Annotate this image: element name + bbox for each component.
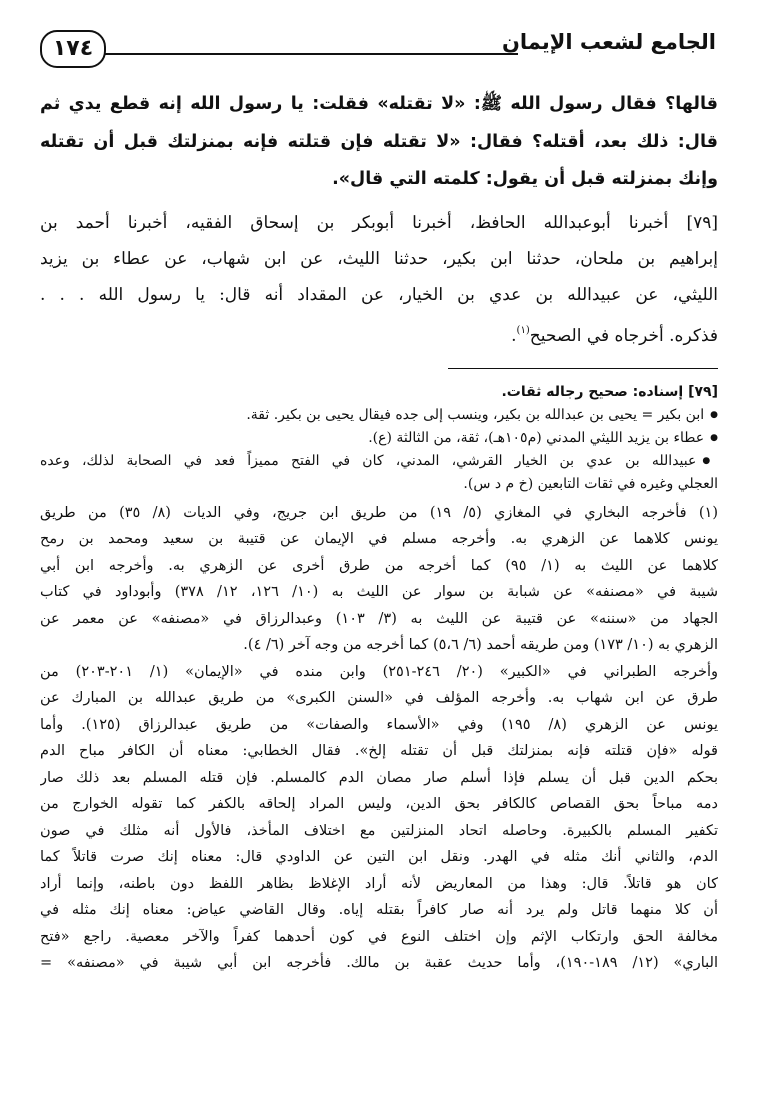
footnote-line: يونس عن الزهري (٨/ ١٩٥) وفي «الأسماء والصفات» من طريق عبدالرزاق (١٢٥). وأما [40,716,718,733]
narration-line: [٧٩] أخبرنا أبوعبدالله الحافظ، أخبرنا أبوبكر بن إسحاق الفقيه، أخبرنا أحمد بن [40,212,718,233]
page-header [40,22,718,82]
footnote-line: أن كلا منهما قاتل ولم يرد أنه صار كافراً بقتله إياه. وقال القاضي عياض: معناه إنك مثله في [40,902,718,918]
footnote-line: الزهري به (١٠/ ١٧٣) ومن طريقه أحمد (٦/ ٥،٦) كما أخرجه من وجه آخر (٦/ ٤). [243,637,718,653]
footnote-1 [40,500,718,977]
header-rule [104,53,518,55]
footnote-line: وأخرجه الطبراني في «الكبير» (٢٠/ ٢٤٦-٢٥١) وابن منده في «الإيمان» (١/ ٢٠١-٢٠٣) من [40,663,718,680]
hadith-line: وإنك بمنزلته قبل أن يقول: كلمته التي قال». [332,169,718,189]
narration-end: . [511,325,517,346]
footnote-line: كلاهما عن الليث به (١/ ٩٥) كما أخرجه من طرق أخرى عن الزهري به. وأخرجه ابن أبي [40,557,718,574]
footnote-line: تكفير المسلم بالكبيرة. وحاصله اتحاد المنزلتين مع اختلاف المأخذ، فالأول أنه مثلك في صون [40,822,718,839]
isnad-heading: [٧٩] إسناده: صحيح رجاله ثقات. [501,383,718,400]
hadith-line: قالها؟ فقال رسول الله ﷺ: «لا تقتله» فقلت: يا رسول الله إنه قطع يدي ثم [40,94,718,114]
narration-line: إبراهيم بن ملحان، حدثنا ابن بكير، حدثنا الليث، عن ابن شهاب، عن عطاء بن يزيد [40,248,718,269]
isnad-bullet-continued: العجلي وغيره في ثقات التابعين (خ م د س). [463,475,718,492]
footnote-line: طرق عن ابن شهاب به. وأخرجه المؤلف في «السنن الكبرى» من طريق عبدالله بن المبارك عن [40,690,718,706]
footnote-line: يونس كلاهما عن الزهري به. وأخرجه مسلم في الإيمان عن قتيبة بن سعيد ومحمد بن رمح [40,531,718,547]
page [40,22,718,977]
narration-line [40,313,718,354]
hadith-text [40,86,718,199]
footnote-line: (١) فأخرجه البخاري في المغازي (٥/ ١٩) من طريق ابن جريج، وفي الديات (٨/ ٣٥) من طريق [40,504,718,521]
footnote-line: دمه مباحاً بحق القصاص كالكافر بحق الدين، وليس المراد إلحاقه بالكفر كما تقوله الخوارج من [40,796,718,812]
isnad-bullet: ● عبيدالله بن عدي بن الخيار القرشي، المدني، كان في الفتح مميزاً فعد في الصحابة لذلك، وعده [40,450,718,473]
book-title: الجامع لشعب الإيمان [501,30,716,54]
footnote-line: مخالفة الحق وارتكاب الإثم وإن اختلف النوع في كون أحدهما كفراً والآخر معصية. راجع «فتح [40,928,718,945]
narration-last-text: فذكره. أخرجاه في الصحيح [529,325,718,346]
footnote-ref[interactable]: (١) [516,324,530,336]
isnad-bullet: ● ابن بكير = يحيى بن عبدالله بن بكير، وينسب إلى جده فيقال يحيى بن بكير. ثقة. [40,404,718,427]
footnote-line: كان هو قاتلاً. قال: وهذا من المعاريض لأنه أراد الإغلاظ بظاهر اللفظ دون باطنه، وإنما أراد [40,875,718,892]
footnote-line: شيبة في «مصنفه» عن شبابة بن سوار عن الليث به (١٠/ ١٢٦، ١٢/ ٣٧٨) وأبوداود في كتاب [40,584,718,600]
hadith-line: قال: ذلك بعد، أقتله؟ فقال: «لا تقتله فإن قتلته فإنه بمنزلتك قبل أن تقتله [40,131,718,152]
footnote-separator [448,368,718,369]
narration-79 [40,205,718,354]
footnote-line: الدم، والثاني أنك مثله في الهدر. ونقل ابن التين عن الداودي قال: معناه إنك صرت قاتلاً كما [40,849,718,865]
narration-line: الليثي، عن عبيدالله بن عدي بن الخيار، عن المقداد أنه قال: يا رسول الله . . . [40,284,718,305]
footnote-line: بحكم الدين قبل أن يسلم فإذا أسلم صار مصان الدم كالمسلم. فإن قتله المسلم بعد ذلك صار [40,769,718,786]
footnote-line: قوله «فإن قتلته فإنه بمنزلتك قبل أن تقتله إلخ». فقال الخطابي: معناه أن الكافر مباح الدم [40,743,718,759]
page-number: ١٧٤ [40,30,106,68]
footnote-line: الباري» (١٢/ ١٨٩-١٩٠)، وأما حديث عقبة بن مالك. فأخرجه ابن أبي شيبة في «مصنفه» = [40,955,718,971]
isnad-note [40,381,718,496]
isnad-bullet: ● عطاء بن يزيد الليثي المدني (م١٠٥هـ)، ثقة، من الثالثة (ع). [40,427,718,450]
footnote-line: الجهاد من «سننه» عن قتيبة عن الليث به (٣/ ١٠٣) وعبدالرزاق في «مصنفه» عن معمر عن [40,610,718,627]
